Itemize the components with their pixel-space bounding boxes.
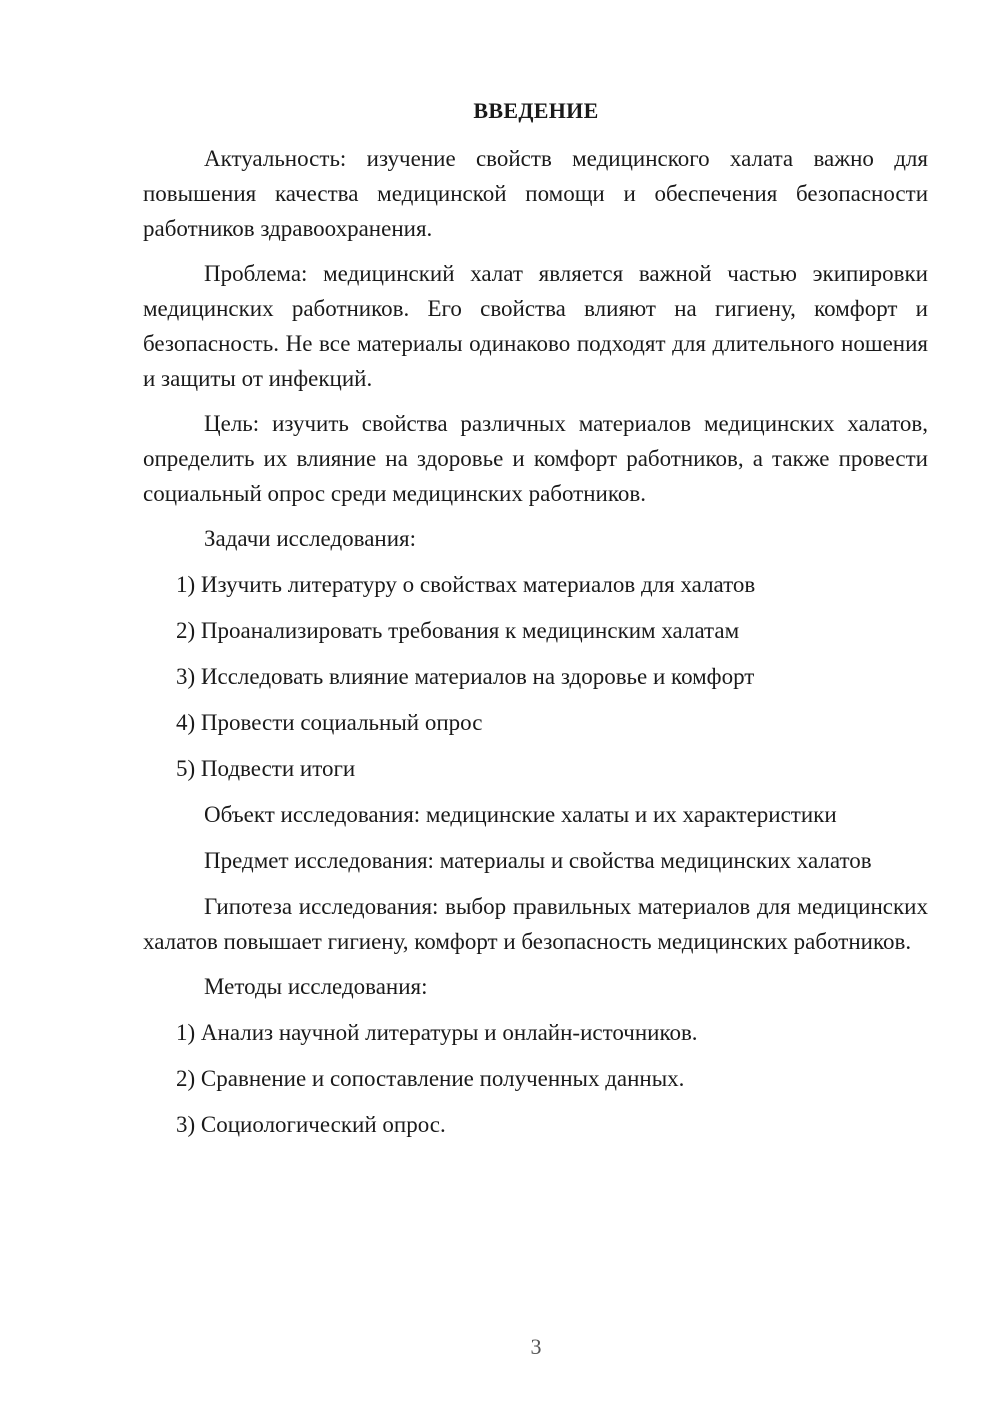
list-item: 2) Сравнение и сопоставление полученных данных. [176,1066,685,1091]
goal-paragraph: Цель: изучить свойства различных материалов медицинских халатов, определить их влияние на здоровье и комфорт работников, а также провести социальный опрос среди медицинских работников. [143,411,928,506]
page-number: 3 [530,1334,542,1359]
list-item: 3) Социологический опрос. [176,1112,446,1137]
list-item: 3) Исследовать влияние материалов на здоровье и комфорт [176,664,755,689]
object-line: Объект исследования: медицинские халаты и их характеристики [204,802,837,827]
list-item: 4) Провести социальный опрос [176,710,483,735]
list-item: 2) Проанализировать требования к медицинским халатам [176,618,740,643]
section-title: ВВЕДЕНИЕ [473,98,599,123]
document-body [143,141,928,1153]
tasks-heading: Задачи исследования: [204,526,417,551]
tasks-list [143,567,928,786]
list-item: 1) Изучить литературу о свойствах материалов для халатов [176,572,756,597]
list-item: 5) Подвести итоги [176,756,356,781]
problem-paragraph: Проблема: медицинский халат является важной частью экипировки медицинских работников. Его свойства влияют на гигиену, комфорт и безопасность. Не все материалы одинаково подходят для длительного ношения и защиты от инфекций. [143,261,928,391]
hypothesis-paragraph: Гипотеза исследования: выбор правильных материалов для медицинских халатов повышает гигиену, комфорт и безопасность медицинских работников. [143,894,928,954]
methods-heading: Методы исследования: [204,974,428,999]
list-item: 1) Анализ научной литературы и онлайн-источников. [176,1020,698,1045]
subject-line: Предмет исследования: материалы и свойства медицинских халатов [204,848,872,873]
methods-list [143,1015,928,1142]
relevance-paragraph: Актуальность: изучение свойств медицинского халата важно для повышения качества медицинской помощи и обеспечения безопасности работников здравоохранения. [143,146,928,241]
